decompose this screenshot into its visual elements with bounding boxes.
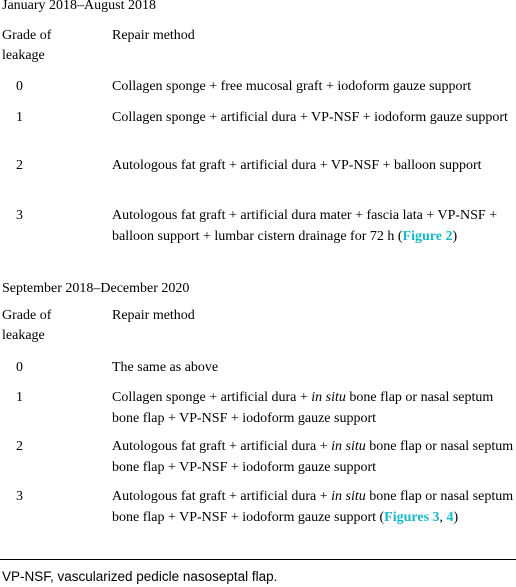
section-period-1: January 2018–August 2018 (2, 0, 156, 13)
grade-cell: 0 (16, 360, 23, 375)
figure-2-link[interactable]: Figure 2 (402, 229, 453, 244)
section-period-2: September 2018–December 2020 (2, 281, 190, 296)
column-header-grade-2: Grade of leakage (2, 308, 52, 343)
method-cell: Collagen sponge + free mucosal graft + iodoform gauze support (112, 79, 472, 94)
column-header-method-1: Repair method (112, 28, 195, 43)
method-cell: Autologous fat graft + artificial dura mater + fascia lata + VP-NSF + balloon support + lumbar cistern drainage for 72 h (Figure 2) (112, 208, 498, 244)
method-cell: Autologous fat graft + artificial dura + in situ bone flap or nasal septum bone flap + VP-NSF + iodoform gauze support (112, 439, 514, 475)
method-cell: Collagen sponge + artificial dura + in situ bone flap or nasal septum bone flap + VP-NSF + iodoform gauze support (112, 390, 494, 426)
table-footnote: VP-NSF, vascularized pedicle nasoseptal flap. (2, 569, 278, 584)
method-cell: Collagen sponge + artificial dura + VP-NSF + iodoform gauze support (112, 110, 508, 125)
table-bottom-rule (0, 559, 516, 560)
grade-cell: 0 (16, 79, 23, 94)
grade-cell: 3 (16, 208, 23, 223)
grade-cell: 1 (16, 390, 23, 405)
column-header-method-2: Repair method (112, 308, 195, 323)
method-cell: Autologous fat graft + artificial dura + VP-NSF + balloon support (112, 158, 482, 173)
grade-cell: 2 (16, 439, 23, 454)
figure-4-link[interactable]: 4 (446, 510, 454, 525)
grade-cell: 2 (16, 158, 23, 173)
figure-3-link[interactable]: Figures 3 (384, 510, 440, 525)
column-header-grade-1: Grade of leakage (2, 28, 52, 63)
grade-cell: 1 (16, 110, 23, 125)
method-cell: Autologous fat graft + artificial dura + in situ bone flap or nasal septum bone flap + VP-NSF + iodoform gauze support (Figures 3, 4) (112, 489, 514, 525)
method-cell: The same as above (112, 360, 219, 375)
grade-cell: 3 (16, 489, 23, 504)
